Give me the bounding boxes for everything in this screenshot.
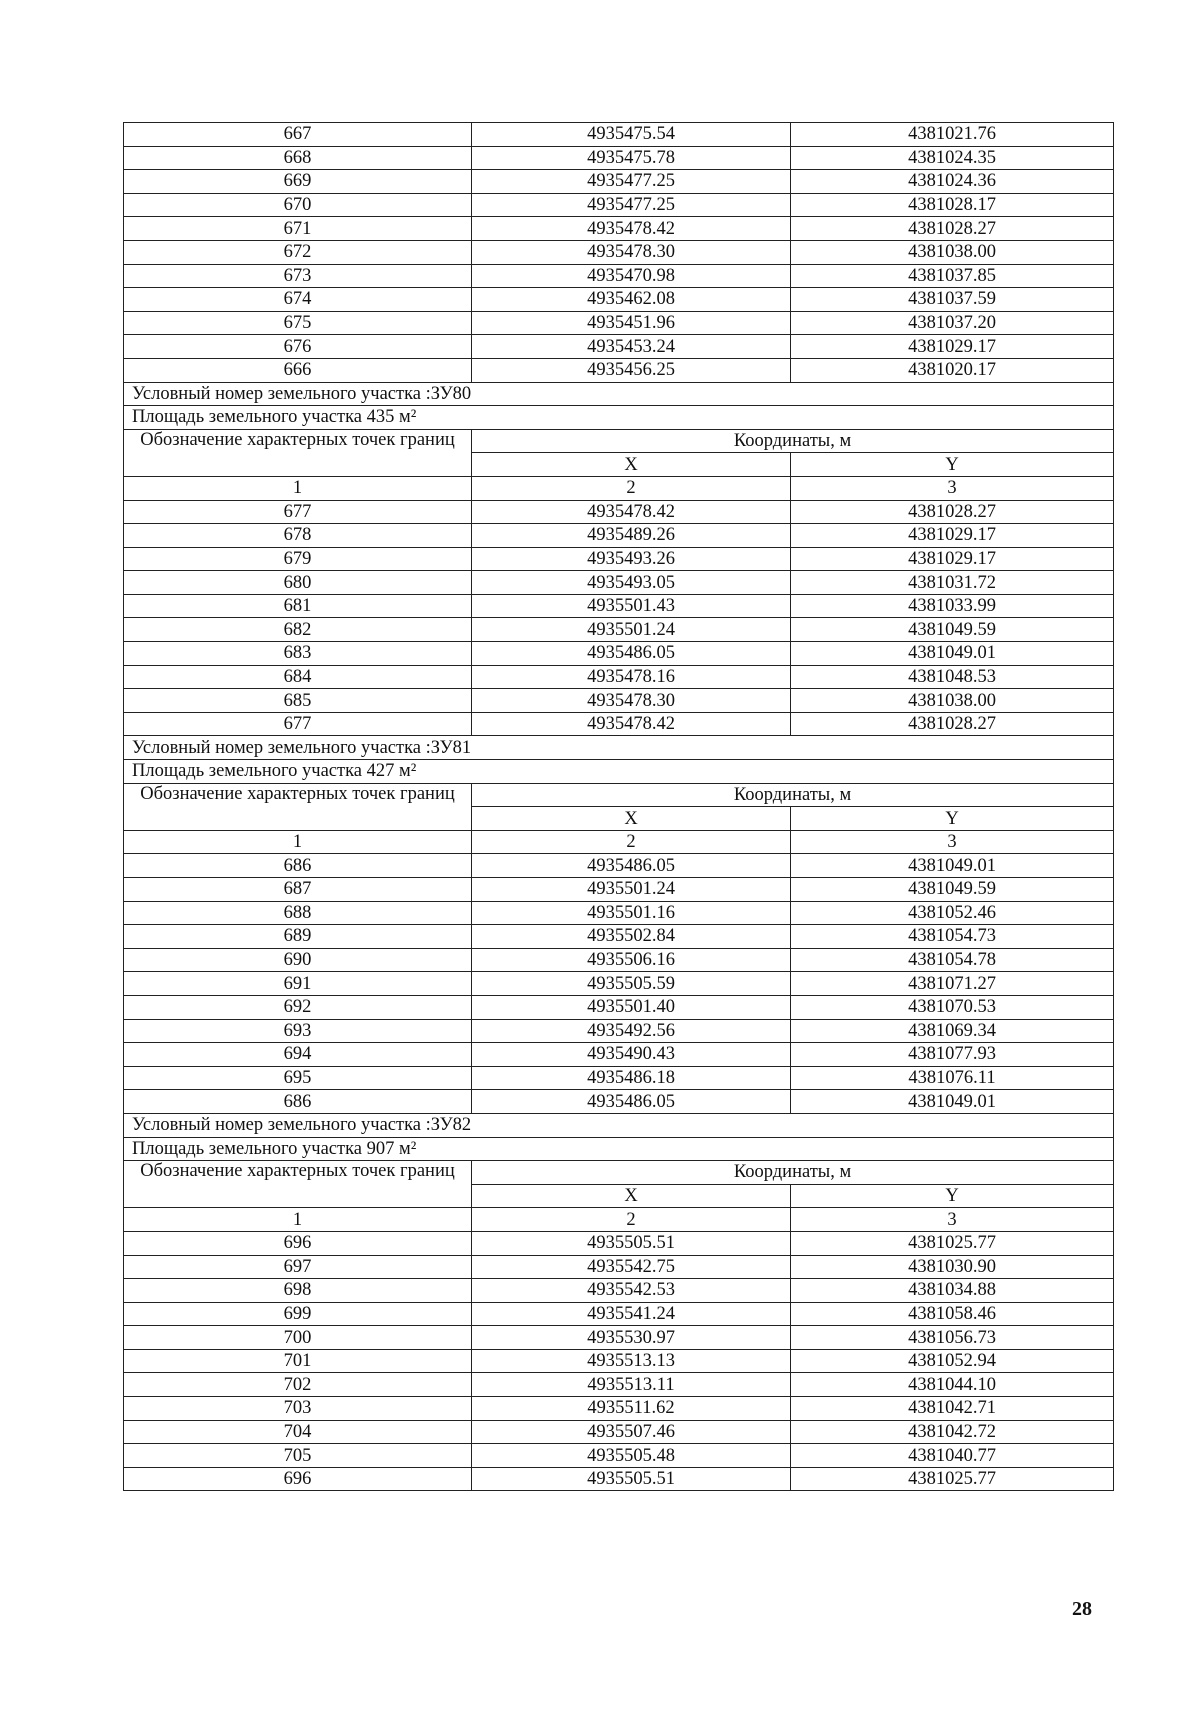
table-row: [124, 594, 1114, 618]
table-row: [124, 1066, 1114, 1090]
y-coordinate-cell: 4381028.27: [791, 217, 1114, 241]
x-coordinate-cell: 4935506.16: [472, 948, 791, 972]
x-coordinate-cell: 4935513.11: [472, 1373, 791, 1397]
table-row: [124, 948, 1114, 972]
y-coordinate-cell: 4381069.34: [791, 1019, 1114, 1043]
land-plot-area: Площадь земельного участка 427 м²: [124, 760, 1114, 784]
x-coordinate-cell: 4935502.84: [472, 925, 791, 949]
y-coordinate-cell: 4381021.76: [791, 123, 1114, 147]
x-coordinate-cell: 4935505.51: [472, 1467, 791, 1491]
x-coordinate-cell: 4935486.05: [472, 854, 791, 878]
y-coordinate-cell: 4381038.00: [791, 240, 1114, 264]
point-number-cell: 704: [124, 1420, 472, 1444]
x-coordinate-cell: 4935453.24: [472, 335, 791, 359]
land-plot-area: Площадь земельного участка 907 м²: [124, 1137, 1114, 1161]
coordinates-table: [123, 122, 1114, 1491]
point-number-cell: 687: [124, 878, 472, 902]
land-plot-number: Условный номер земельного участка :ЗУ81: [124, 736, 1114, 760]
x-coordinate-cell: 4935489.26: [472, 524, 791, 548]
table-row: [124, 1467, 1114, 1491]
x-coordinate-cell: 4935530.97: [472, 1326, 791, 1350]
x-coordinate-cell: 4935462.08: [472, 288, 791, 312]
point-number-cell: 690: [124, 948, 472, 972]
column-number-3: 3: [791, 1208, 1114, 1232]
table-row: [124, 1255, 1114, 1279]
y-coordinate-cell: 4381054.73: [791, 925, 1114, 949]
x-coordinate-cell: 4935486.05: [472, 1090, 791, 1114]
column-number-row: [124, 476, 1114, 500]
table-row: [124, 878, 1114, 902]
y-coordinate-cell: 4381028.27: [791, 500, 1114, 524]
column-number-1: 1: [124, 830, 472, 854]
x-coordinate-cell: 4935501.16: [472, 901, 791, 925]
table-row: [124, 1231, 1114, 1255]
table-row: [124, 689, 1114, 713]
table-row: [124, 240, 1114, 264]
table-row: [124, 901, 1114, 925]
y-coordinate-cell: 4381037.85: [791, 264, 1114, 288]
table-row: [124, 1279, 1114, 1303]
table-row: [124, 712, 1114, 736]
point-number-cell: 692: [124, 995, 472, 1019]
x-header: X: [472, 453, 791, 477]
header-row: [124, 429, 1114, 453]
y-coordinate-cell: 4381048.53: [791, 665, 1114, 689]
point-number-cell: 673: [124, 264, 472, 288]
x-coordinate-cell: 4935493.26: [472, 547, 791, 571]
point-number-cell: 693: [124, 1019, 472, 1043]
column-number-2: 2: [472, 830, 791, 854]
column-number-3: 3: [791, 830, 1114, 854]
point-number-cell: 696: [124, 1231, 472, 1255]
point-number-cell: 677: [124, 712, 472, 736]
section-number-row: [124, 382, 1114, 406]
x-coordinate-cell: 4935478.42: [472, 500, 791, 524]
table-row: [124, 193, 1114, 217]
point-number-cell: 697: [124, 1255, 472, 1279]
coordinates-header: Координаты, м: [472, 429, 1114, 453]
y-coordinate-cell: 4381049.01: [791, 1090, 1114, 1114]
x-coordinate-cell: 4935505.48: [472, 1444, 791, 1468]
table-row: [124, 264, 1114, 288]
x-coordinate-cell: 4935542.75: [472, 1255, 791, 1279]
x-coordinate-cell: 4935511.62: [472, 1397, 791, 1421]
point-number-cell: 703: [124, 1397, 472, 1421]
x-coordinate-cell: 4935475.78: [472, 146, 791, 170]
section-area-row: [124, 406, 1114, 430]
table-row: [124, 1397, 1114, 1421]
y-coordinate-cell: 4381044.10: [791, 1373, 1114, 1397]
table-row: [124, 665, 1114, 689]
point-number-cell: 676: [124, 335, 472, 359]
column-number-3: 3: [791, 476, 1114, 500]
y-coordinate-cell: 4381049.59: [791, 878, 1114, 902]
table-row: [124, 217, 1114, 241]
table-row: [124, 1326, 1114, 1350]
y-coordinate-cell: 4381052.94: [791, 1349, 1114, 1373]
point-number-cell: 686: [124, 1090, 472, 1114]
point-number-cell: 688: [124, 901, 472, 925]
x-coordinate-cell: 4935490.43: [472, 1043, 791, 1067]
point-number-cell: 695: [124, 1066, 472, 1090]
point-number-cell: 686: [124, 854, 472, 878]
table-row: [124, 358, 1114, 382]
table-row: [124, 972, 1114, 996]
point-designation-header: Обозначение характерных точек границ: [124, 783, 472, 830]
coordinates-table-body: [124, 123, 1114, 1491]
x-coordinate-cell: 4935513.13: [472, 1349, 791, 1373]
x-coordinate-cell: 4935456.25: [472, 358, 791, 382]
x-coordinate-cell: 4935501.24: [472, 618, 791, 642]
table-row: [124, 335, 1114, 359]
y-coordinate-cell: 4381031.72: [791, 571, 1114, 595]
point-number-cell: 679: [124, 547, 472, 571]
table-row: [124, 146, 1114, 170]
table-row: [124, 854, 1114, 878]
x-coordinate-cell: 4935478.42: [472, 712, 791, 736]
table-row: [124, 288, 1114, 312]
y-coordinate-cell: 4381054.78: [791, 948, 1114, 972]
column-number-1: 1: [124, 476, 472, 500]
point-number-cell: 683: [124, 642, 472, 666]
y-header: Y: [791, 453, 1114, 477]
point-number-cell: 674: [124, 288, 472, 312]
y-coordinate-cell: 4381042.71: [791, 1397, 1114, 1421]
y-coordinate-cell: 4381042.72: [791, 1420, 1114, 1444]
x-header: X: [472, 1184, 791, 1208]
y-coordinate-cell: 4381038.00: [791, 689, 1114, 713]
column-number-row: [124, 830, 1114, 854]
y-coordinate-cell: 4381025.77: [791, 1231, 1114, 1255]
y-coordinate-cell: 4381049.01: [791, 854, 1114, 878]
x-coordinate-cell: 4935451.96: [472, 311, 791, 335]
header-row: [124, 783, 1114, 807]
section-number-row: [124, 1113, 1114, 1137]
column-number-2: 2: [472, 1208, 791, 1232]
y-coordinate-cell: 4381028.17: [791, 193, 1114, 217]
y-coordinate-cell: 4381029.17: [791, 547, 1114, 571]
table-row: [124, 311, 1114, 335]
table-row: [124, 571, 1114, 595]
y-coordinate-cell: 4381029.17: [791, 524, 1114, 548]
point-number-cell: 668: [124, 146, 472, 170]
point-number-cell: 675: [124, 311, 472, 335]
y-coordinate-cell: 4381077.93: [791, 1043, 1114, 1067]
point-number-cell: 667: [124, 123, 472, 147]
x-coordinate-cell: 4935505.59: [472, 972, 791, 996]
y-coordinate-cell: 4381024.35: [791, 146, 1114, 170]
point-number-cell: 671: [124, 217, 472, 241]
x-coordinate-cell: 4935492.56: [472, 1019, 791, 1043]
point-number-cell: 699: [124, 1302, 472, 1326]
point-number-cell: 682: [124, 618, 472, 642]
y-coordinate-cell: 4381058.46: [791, 1302, 1114, 1326]
section-area-row: [124, 760, 1114, 784]
point-designation-header: Обозначение характерных точек границ: [124, 429, 472, 476]
section-number-row: [124, 736, 1114, 760]
x-coordinate-cell: 4935505.51: [472, 1231, 791, 1255]
page-number: 28: [1072, 1598, 1092, 1620]
y-coordinate-cell: 4381076.11: [791, 1066, 1114, 1090]
table-row: [124, 1019, 1114, 1043]
table-row: [124, 1444, 1114, 1468]
x-coordinate-cell: 4935507.46: [472, 1420, 791, 1444]
point-number-cell: 677: [124, 500, 472, 524]
x-coordinate-cell: 4935501.40: [472, 995, 791, 1019]
y-coordinate-cell: 4381025.77: [791, 1467, 1114, 1491]
point-designation-header: Обозначение характерных точек границ: [124, 1161, 472, 1208]
table-row: [124, 524, 1114, 548]
y-coordinate-cell: 4381040.77: [791, 1444, 1114, 1468]
y-coordinate-cell: 4381070.53: [791, 995, 1114, 1019]
x-coordinate-cell: 4935477.25: [472, 170, 791, 194]
table-row: [124, 547, 1114, 571]
header-row: [124, 1161, 1114, 1185]
y-coordinate-cell: 4381049.01: [791, 642, 1114, 666]
point-number-cell: 666: [124, 358, 472, 382]
x-coordinate-cell: 4935470.98: [472, 264, 791, 288]
point-number-cell: 689: [124, 925, 472, 949]
column-number-row: [124, 1208, 1114, 1232]
point-number-cell: 701: [124, 1349, 472, 1373]
table-row: [124, 642, 1114, 666]
section-area-row: [124, 1137, 1114, 1161]
x-coordinate-cell: 4935478.16: [472, 665, 791, 689]
table-row: [124, 1302, 1114, 1326]
table-row: [124, 995, 1114, 1019]
y-coordinate-cell: 4381033.99: [791, 594, 1114, 618]
x-coordinate-cell: 4935501.43: [472, 594, 791, 618]
point-number-cell: 700: [124, 1326, 472, 1350]
x-coordinate-cell: 4935478.30: [472, 240, 791, 264]
x-coordinate-cell: 4935486.05: [472, 642, 791, 666]
x-coordinate-cell: 4935475.54: [472, 123, 791, 147]
x-header: X: [472, 807, 791, 831]
y-coordinate-cell: 4381029.17: [791, 335, 1114, 359]
table-row: [124, 123, 1114, 147]
table-row: [124, 500, 1114, 524]
land-plot-area: Площадь земельного участка 435 м²: [124, 406, 1114, 430]
point-number-cell: 705: [124, 1444, 472, 1468]
y-coordinate-cell: 4381024.36: [791, 170, 1114, 194]
table-row: [124, 170, 1114, 194]
point-number-cell: 672: [124, 240, 472, 264]
point-number-cell: 696: [124, 1467, 472, 1491]
land-plot-number: Условный номер земельного участка :ЗУ80: [124, 382, 1114, 406]
y-header: Y: [791, 1184, 1114, 1208]
point-number-cell: 694: [124, 1043, 472, 1067]
point-number-cell: 702: [124, 1373, 472, 1397]
column-number-1: 1: [124, 1208, 472, 1232]
y-coordinate-cell: 4381020.17: [791, 358, 1114, 382]
table-row: [124, 1349, 1114, 1373]
y-coordinate-cell: 4381052.46: [791, 901, 1114, 925]
point-number-cell: 684: [124, 665, 472, 689]
point-number-cell: 670: [124, 193, 472, 217]
coordinates-header: Координаты, м: [472, 1161, 1114, 1185]
point-number-cell: 681: [124, 594, 472, 618]
y-header: Y: [791, 807, 1114, 831]
y-coordinate-cell: 4381037.20: [791, 311, 1114, 335]
column-number-2: 2: [472, 476, 791, 500]
table-row: [124, 1043, 1114, 1067]
y-coordinate-cell: 4381028.27: [791, 712, 1114, 736]
y-coordinate-cell: 4381034.88: [791, 1279, 1114, 1303]
x-coordinate-cell: 4935501.24: [472, 878, 791, 902]
point-number-cell: 691: [124, 972, 472, 996]
land-plot-number: Условный номер земельного участка :ЗУ82: [124, 1113, 1114, 1137]
x-coordinate-cell: 4935541.24: [472, 1302, 791, 1326]
y-coordinate-cell: 4381030.90: [791, 1255, 1114, 1279]
y-coordinate-cell: 4381071.27: [791, 972, 1114, 996]
table-row: [124, 1373, 1114, 1397]
point-number-cell: 678: [124, 524, 472, 548]
point-number-cell: 680: [124, 571, 472, 595]
x-coordinate-cell: 4935477.25: [472, 193, 791, 217]
x-coordinate-cell: 4935493.05: [472, 571, 791, 595]
x-coordinate-cell: 4935542.53: [472, 1279, 791, 1303]
y-coordinate-cell: 4381037.59: [791, 288, 1114, 312]
table-row: [124, 1420, 1114, 1444]
point-number-cell: 698: [124, 1279, 472, 1303]
point-number-cell: 685: [124, 689, 472, 713]
x-coordinate-cell: 4935486.18: [472, 1066, 791, 1090]
x-coordinate-cell: 4935478.30: [472, 689, 791, 713]
point-number-cell: 669: [124, 170, 472, 194]
table-row: [124, 925, 1114, 949]
table-row: [124, 1090, 1114, 1114]
y-coordinate-cell: 4381056.73: [791, 1326, 1114, 1350]
x-coordinate-cell: 4935478.42: [472, 217, 791, 241]
y-coordinate-cell: 4381049.59: [791, 618, 1114, 642]
coordinates-header: Координаты, м: [472, 783, 1114, 807]
table-row: [124, 618, 1114, 642]
